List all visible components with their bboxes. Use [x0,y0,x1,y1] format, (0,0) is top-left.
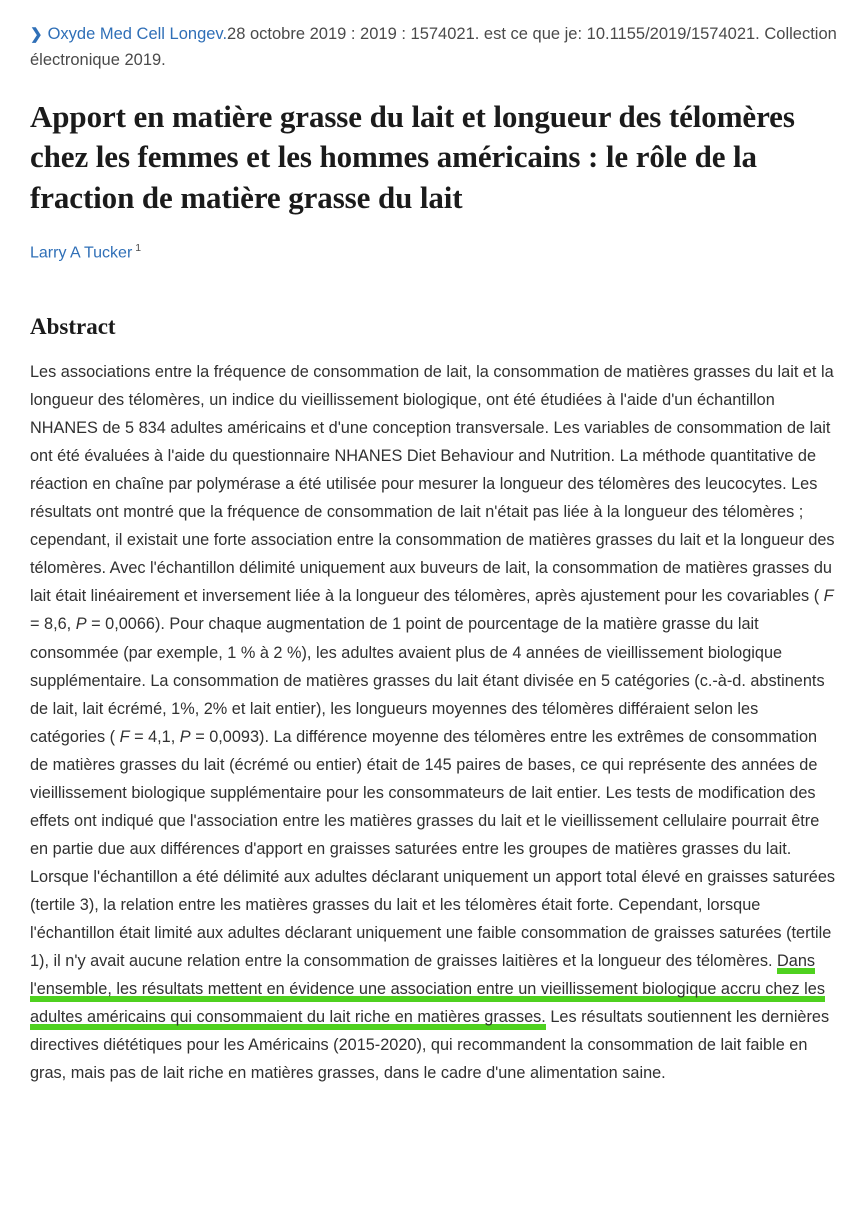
citation-details: 28 octobre 2019 : 2019 : 1574021. est ce que je: 10.1155/2019/1574021. Collection électronique 2019. [30,25,837,69]
page-title: Apport en matière grasse du lait et longueur des télomères chez les femmes et les hommes américains : le rôle de la fraction de matière grasse du lait [30,99,795,215]
abstract-part-1: Les associations entre la fréquence de consommation de lait, la consommation de matières grasses du lait et la longueur des télomères, un indice du vieillissement biologique, ont été étudiées à l'aide d'un échantillon NHANES de 5 834 adultes américains et d'une conception transversale. Les variables de consommation de lait ont été évaluées à l'aide du questionnaire NHANES Diet Behaviour and Nutrition. La méthode quantitative de réaction en chaîne par polymérase a été utilisée pour mesurer la longueur des télomères des leucocytes. Les résultats ont montré que la fréquence de consommation de lait n'était pas liée à la longueur des télomères ; cependant, il existait une forte association entre la consommation de matières grasses du lait et la longueur des télomères. Avec l'échantillon délimité uniquement aux buveurs de lait, la consommation de matières grasses du lait était linéairement et inversement liée à la longueur des télomères, après ajustement pour les covariables ( [30,363,835,606]
citation-line [26,22,842,73]
highlighted-conclusion: Dans l'ensemble, les résultats mettent en évidence une association entre un vieillissement biologique accru chez les adultes américains qui consommaient du lait riche en matières grasses. [30,952,825,1030]
author-list [26,242,842,262]
chevron-right-icon[interactable]: ❯ [30,26,43,43]
stat-mid-1: = 8,6, [30,615,76,634]
abstract-heading: Abstract [30,314,116,340]
abstract-part-4: Les résultats soutiennent les dernières directives diététiques pour les Américains (2015-2020), qui recommandent la consommation de lait faible en gras, mais pas de lait riche en matières grasses, dans le cadre d'une alimentation saine. [30,1007,830,1082]
affiliation-marker[interactable]: 1 [135,242,142,255]
stat-p-2: P [179,727,191,746]
abstract-text [26,358,842,1086]
stat-mid-2: = 4,1, [129,727,180,746]
author-link[interactable]: Larry A Tucker [30,244,133,262]
stat-p-1: P [75,615,87,634]
abstract-part-3: = 0,0093). La différence moyenne des télomères entre les extrêmes de consommation de matières grasses du lait (écrémé ou entier) était de 145 paires de bases, ce qui représente des années de vieillissement biologique supplémentaire pour les consommateurs de lait entier. Les tests de modification des effets ont indiqué que l'association entre les matières grasses du lait et le vieillissement cellulaire pourrait être en partie due aux différences d'apport en graisses saturées entre les groupes de matières grasses du lait. Lorsque l'échantillon a été délimité aux adultes déclarant uniquement un apport total élevé en graisses saturées (tertile 3), la relation entre les matières grasses du lait et les télomères était forte. Cependant, lorsque l'échantillon était limité aux adultes déclarant uniquement une faible consommation de graisses saturées (tertile 1), il n'y avait aucune relation entre la consommation de graisses laitières et la longueur des télomères. [30,727,836,970]
abstract-part-2: = 0,0066). Pour chaque augmentation de 1 point de pourcentage de la matière grasse du lait consommée (par exemple, 1 % à 2 %), les adultes avaient plus de 4 années de vieillissement biologique supplémentaire. La consommation de matières grasses du lait étant divisée en 5 catégories (c.-à-d. abstinents de lait, lait écrémé, 1%, 2% et lait entier), les longueurs moyennes des télomères différaient selon les catégories ( [30,615,825,746]
journal-link[interactable]: Oxyde Med Cell Longev. [47,25,228,43]
stat-f-2: F [119,727,130,746]
stat-f-1: F [823,587,834,606]
